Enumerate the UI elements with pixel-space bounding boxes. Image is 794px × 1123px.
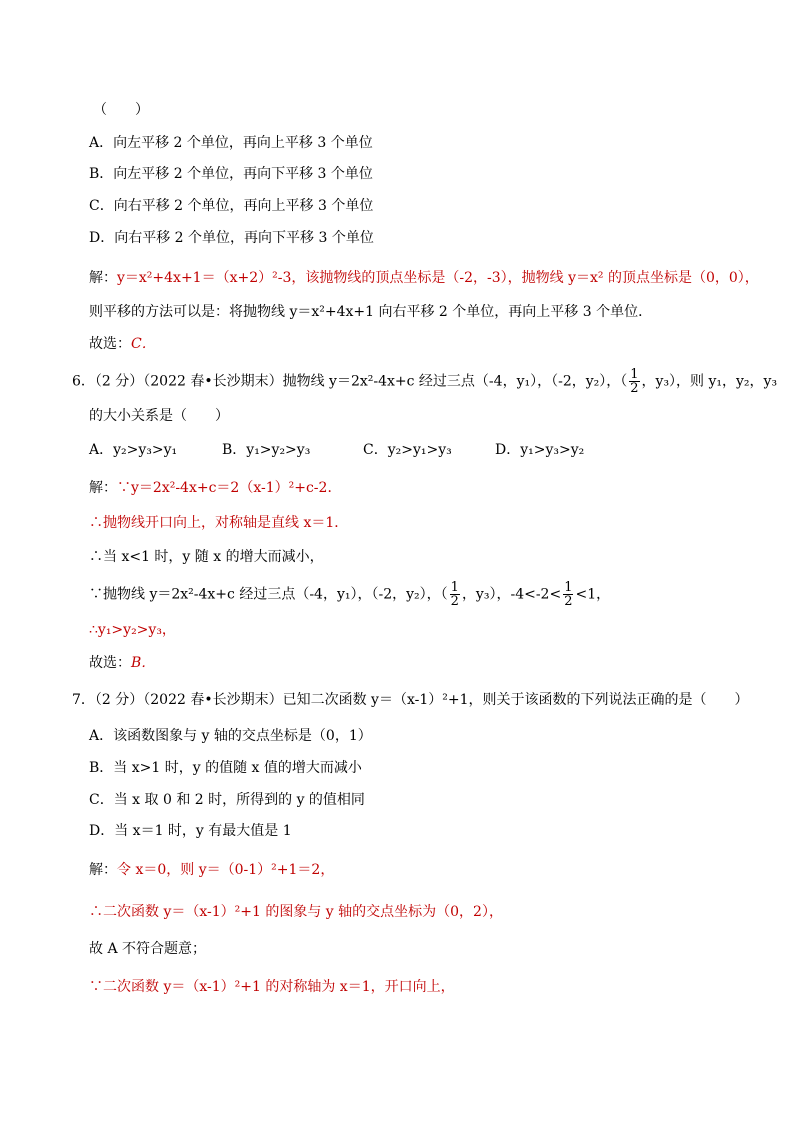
q6-option-a: A．y₂>y₃>y₁ [89,442,178,458]
q6-sol-frac1-denominator: 2 [450,594,459,609]
q7-solution-body: 令 x＝0，则 y＝（0-1）²+1＝2， [117,862,335,878]
q5-answer-line [89,334,156,354]
q5-answer-paren: （ ） [93,102,149,118]
q6-sol-frac1-numerator: 1 [450,580,459,595]
q6-stem-fraction [629,368,639,395]
q6-option-c: C．y₂>y₁>y₃ [363,442,452,458]
q6-frac-denominator: 2 [630,381,639,396]
q6-solution-line-4-part-b: ，y₃），-4<-2< [461,586,562,603]
q6-solution-fraction-1 [450,581,460,608]
q7-stem: 7．（2 分）（2022 春•长沙期末）已知二次函数 y＝（x-1）²+1，则关于该函数的下列说法正确的是（ ） [72,692,749,708]
q7-option-c: C．当 x 取 0 和 2 时，所得到的 y 的值相同 [89,792,365,808]
q6-solution-line-4 [89,581,610,608]
q6-frac-numerator: 1 [630,367,639,382]
q6-answer-prefix: 故选： [89,655,131,671]
q6-solution-line-3: ∴当 x<1 时，y 随 x 的增大而减小， [89,549,324,565]
q6-stem-part-a: 6．（2 分）（2022 春•长沙期末）抛物线 y＝2x²-4x+c 经过三点（-4，y₁），（-2，y₂），（ [72,373,628,390]
q5-solution-body: y＝x²+4x+1＝（x+2）²-3，该抛物线的顶点坐标是（-2，-3），抛物线 y＝x² 的顶点坐标是（0，0）， [117,270,759,286]
q5-solution-line-2: 则平移的方法可以是：将抛物线 y＝x²+4x+1 向右平移 2 个单位，再向上平移 3 个单位． [89,304,653,320]
q6-solution-line-5: ∴y₁>y₂>y₃， [89,622,176,638]
q5-option-c: C．向右平移 2 个单位，再向上平移 3 个单位 [89,198,374,214]
q6-solution-body: ∵y＝2x²-4x+c＝2（x-1）²+c-2． [117,480,342,496]
q6-answer-line [89,653,155,673]
q7-option-a: A．该函数图象与 y 轴的交点坐标是（0，1） [89,728,372,744]
q5-solution-prefix: 解： [89,270,117,286]
q6-solution-prefix: 解： [89,480,117,496]
q6-solution-fraction-2 [563,581,573,608]
q7-option-d: D．当 x＝1 时，y 有最大值是 1 [89,823,292,839]
q7-option-b: B．当 x>1 时，y 的值随 x 值的增大而减小 [89,760,362,776]
q6-solution-line-2: ∴抛物线开口向上，对称轴是直线 x＝1． [89,515,349,531]
q5-solution-line-1 [89,268,759,288]
q6-sol-frac2-numerator: 1 [564,580,573,595]
q7-solution-line-4: ∵二次函数 y＝（x-1）²+1 的对称轴为 x＝1，开口向上， [89,979,455,995]
q6-option-b: B．y₁>y₂>y₃ [222,442,311,458]
q5-answer: C． [131,336,156,352]
q5-option-d: D．向右平移 2 个单位，再向下平移 3 个单位 [89,230,374,246]
q6-solution-line-4-part-c: <1， [575,586,611,603]
q7-solution-line-3: 故 A 不符合题意； [89,941,207,957]
q6-option-d: D．y₁>y₃>y₂ [495,442,585,458]
q6-solution-line-1 [89,478,341,498]
q6-stem-part-b: ，y₃），则 y₁，y₂，y₃ [641,373,778,390]
q5-option-b: B．向左平移 2 个单位，再向下平移 3 个单位 [89,166,373,182]
q7-solution-line-1 [89,860,334,880]
q6-stem-line-2: 的大小关系是（ ） [89,408,229,424]
q7-solution-line-2: ∴二次函数 y＝（x-1）²+1 的图象与 y 轴的交点坐标为（0，2）， [89,904,503,920]
q6-sol-frac2-denominator: 2 [564,594,573,609]
q6-options-row [89,440,584,460]
q5-option-a: A．向左平移 2 个单位，再向上平移 3 个单位 [89,135,373,151]
q6-solution-line-4-part-a: ∵抛物线 y＝2x²-4x+c 经过三点（-4，y₁），（-2，y₂），（ [89,586,448,603]
q6-answer: B． [131,655,156,671]
q5-answer-prefix: 故选： [89,336,131,352]
q6-stem [72,368,777,395]
q7-solution-prefix: 解： [89,862,117,878]
